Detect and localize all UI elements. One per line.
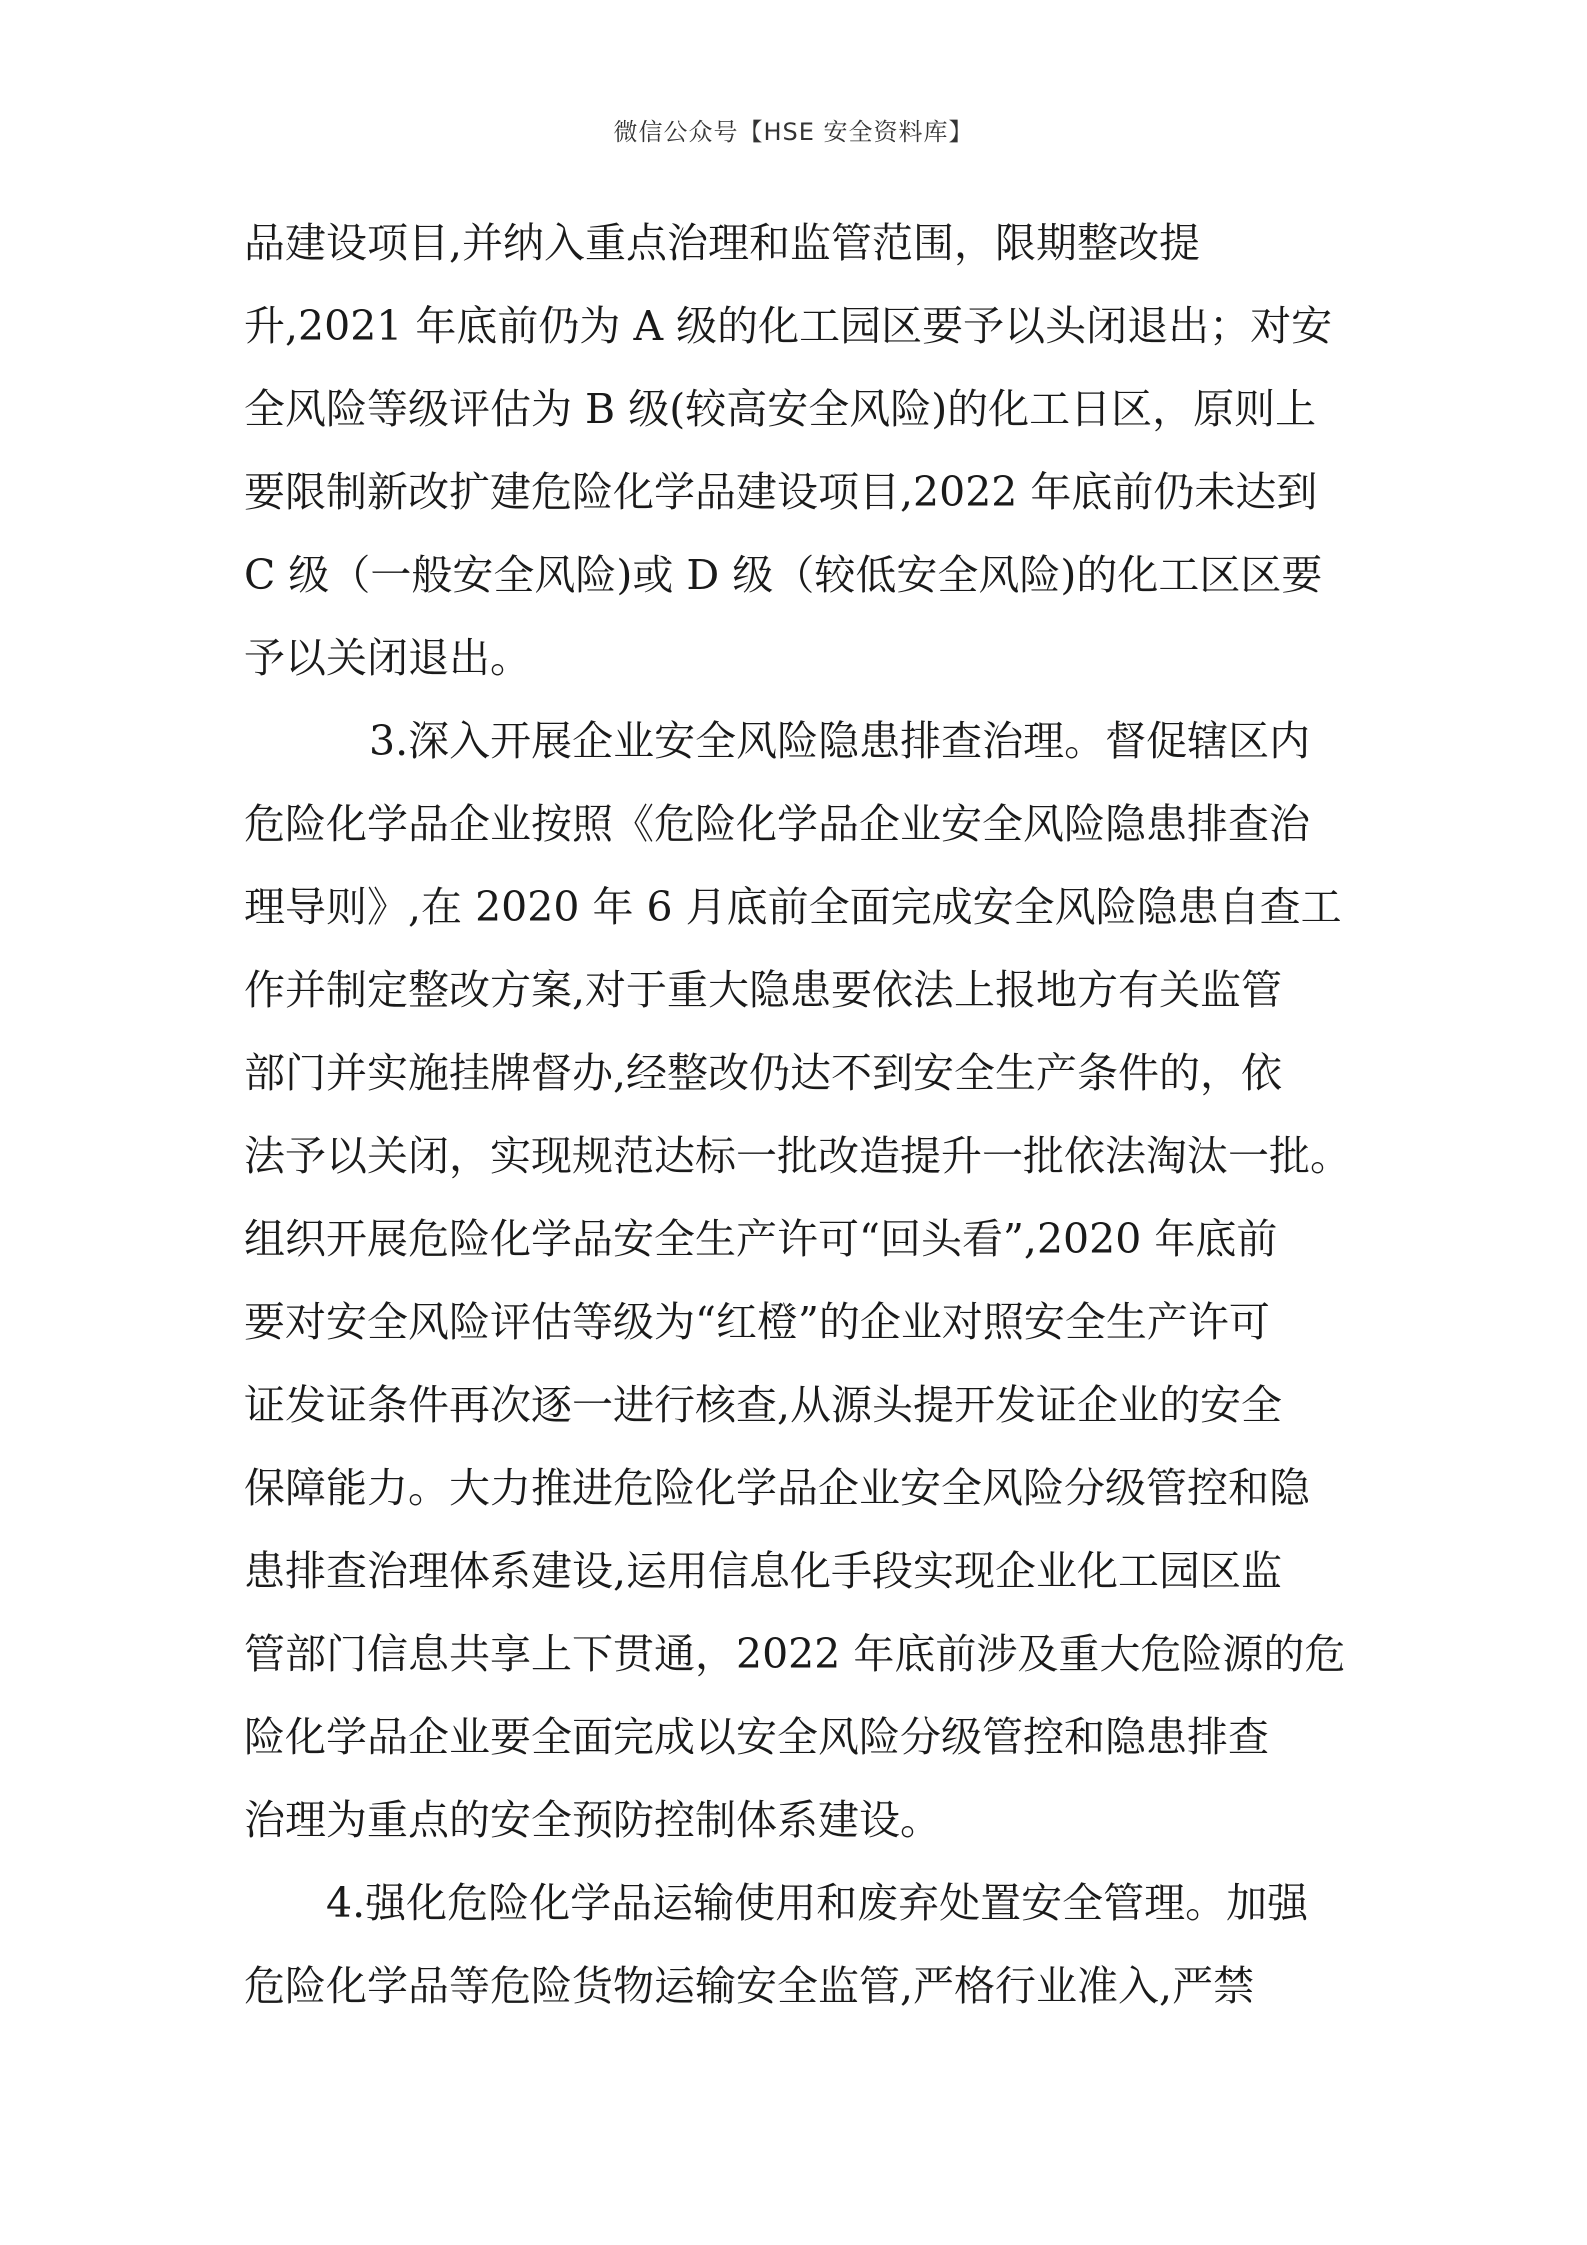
text-line: 4.强化危险化学品运输使用和废弃处置安全管理。加强: [326, 1879, 1309, 1927]
text-line: C 级（一般安全风险)或 D 级（较低安全风险)的化工区区要: [244, 551, 1323, 599]
text-line: 危险化学品企业按照《危险化学品企业安全风险隐患排查治: [244, 800, 1310, 848]
text-line: 保障能力。大力推进危险化学品企业安全风险分级管控和隐: [244, 1464, 1310, 1512]
text-line: 患排查治理体系建设,运用信息化手段实现企业化工园区监: [244, 1547, 1283, 1595]
text-line: 险化学品企业要全面完成以安全风险分级管控和隐患排查: [244, 1713, 1269, 1761]
text-line: 升,2021 年底前仍为 A 级的化工园区要予以头闭退出；对安: [244, 302, 1333, 350]
text-line: 要限制新改扩建危险化学品建设项目,2022 年底前仍未达到: [244, 468, 1318, 516]
text-line: 法予以关闭，实现规范达标一批改造提升一批依法淘汰一批。: [244, 1132, 1351, 1180]
document-body: [244, 202, 1364, 2028]
page-header: 微信公众号【HSE 安全资料库】: [613, 118, 974, 146]
text-line: 作并制定整改方案,对于重大隐患要依法上报地方有关监管: [244, 966, 1283, 1014]
text-line: 要对安全风险评估等级为“红橙”的企业对照安全生产许可: [244, 1298, 1270, 1346]
text-line: 部门并实施挂牌督办,经整改仍达不到安全生产条件的，依: [244, 1049, 1283, 1097]
text-line: 理导则》,在 2020 年 6 月底前全面完成安全风险隐患自查工: [244, 883, 1342, 931]
text-line: 3.深入开展企业安全风险隐患排查治理。督促辖区内: [369, 717, 1311, 765]
text-line: 全风险等级评估为 B 级(较高安全风险)的化工日区，原则上: [244, 385, 1317, 433]
text-line: 品建设项目,并纳入重点治理和监管范围，限期整改提: [244, 219, 1201, 267]
text-line: 组织开展危险化学品安全生产许可“回头看”,2020 年底前: [244, 1215, 1278, 1263]
text-line: 证发证条件再次逐一进行核查,从源头提开发证企业的安全: [244, 1381, 1283, 1429]
text-line: 危险化学品等危险货物运输安全监管,严格行业准入,严禁: [244, 1962, 1255, 2010]
text-line: 治理为重点的安全预防控制体系建设。: [244, 1796, 941, 1844]
text-line: 管部门信息共享上下贯通，2022 年底前涉及重大危险源的危: [244, 1630, 1346, 1678]
text-line: 予以关闭退出。: [244, 634, 531, 682]
